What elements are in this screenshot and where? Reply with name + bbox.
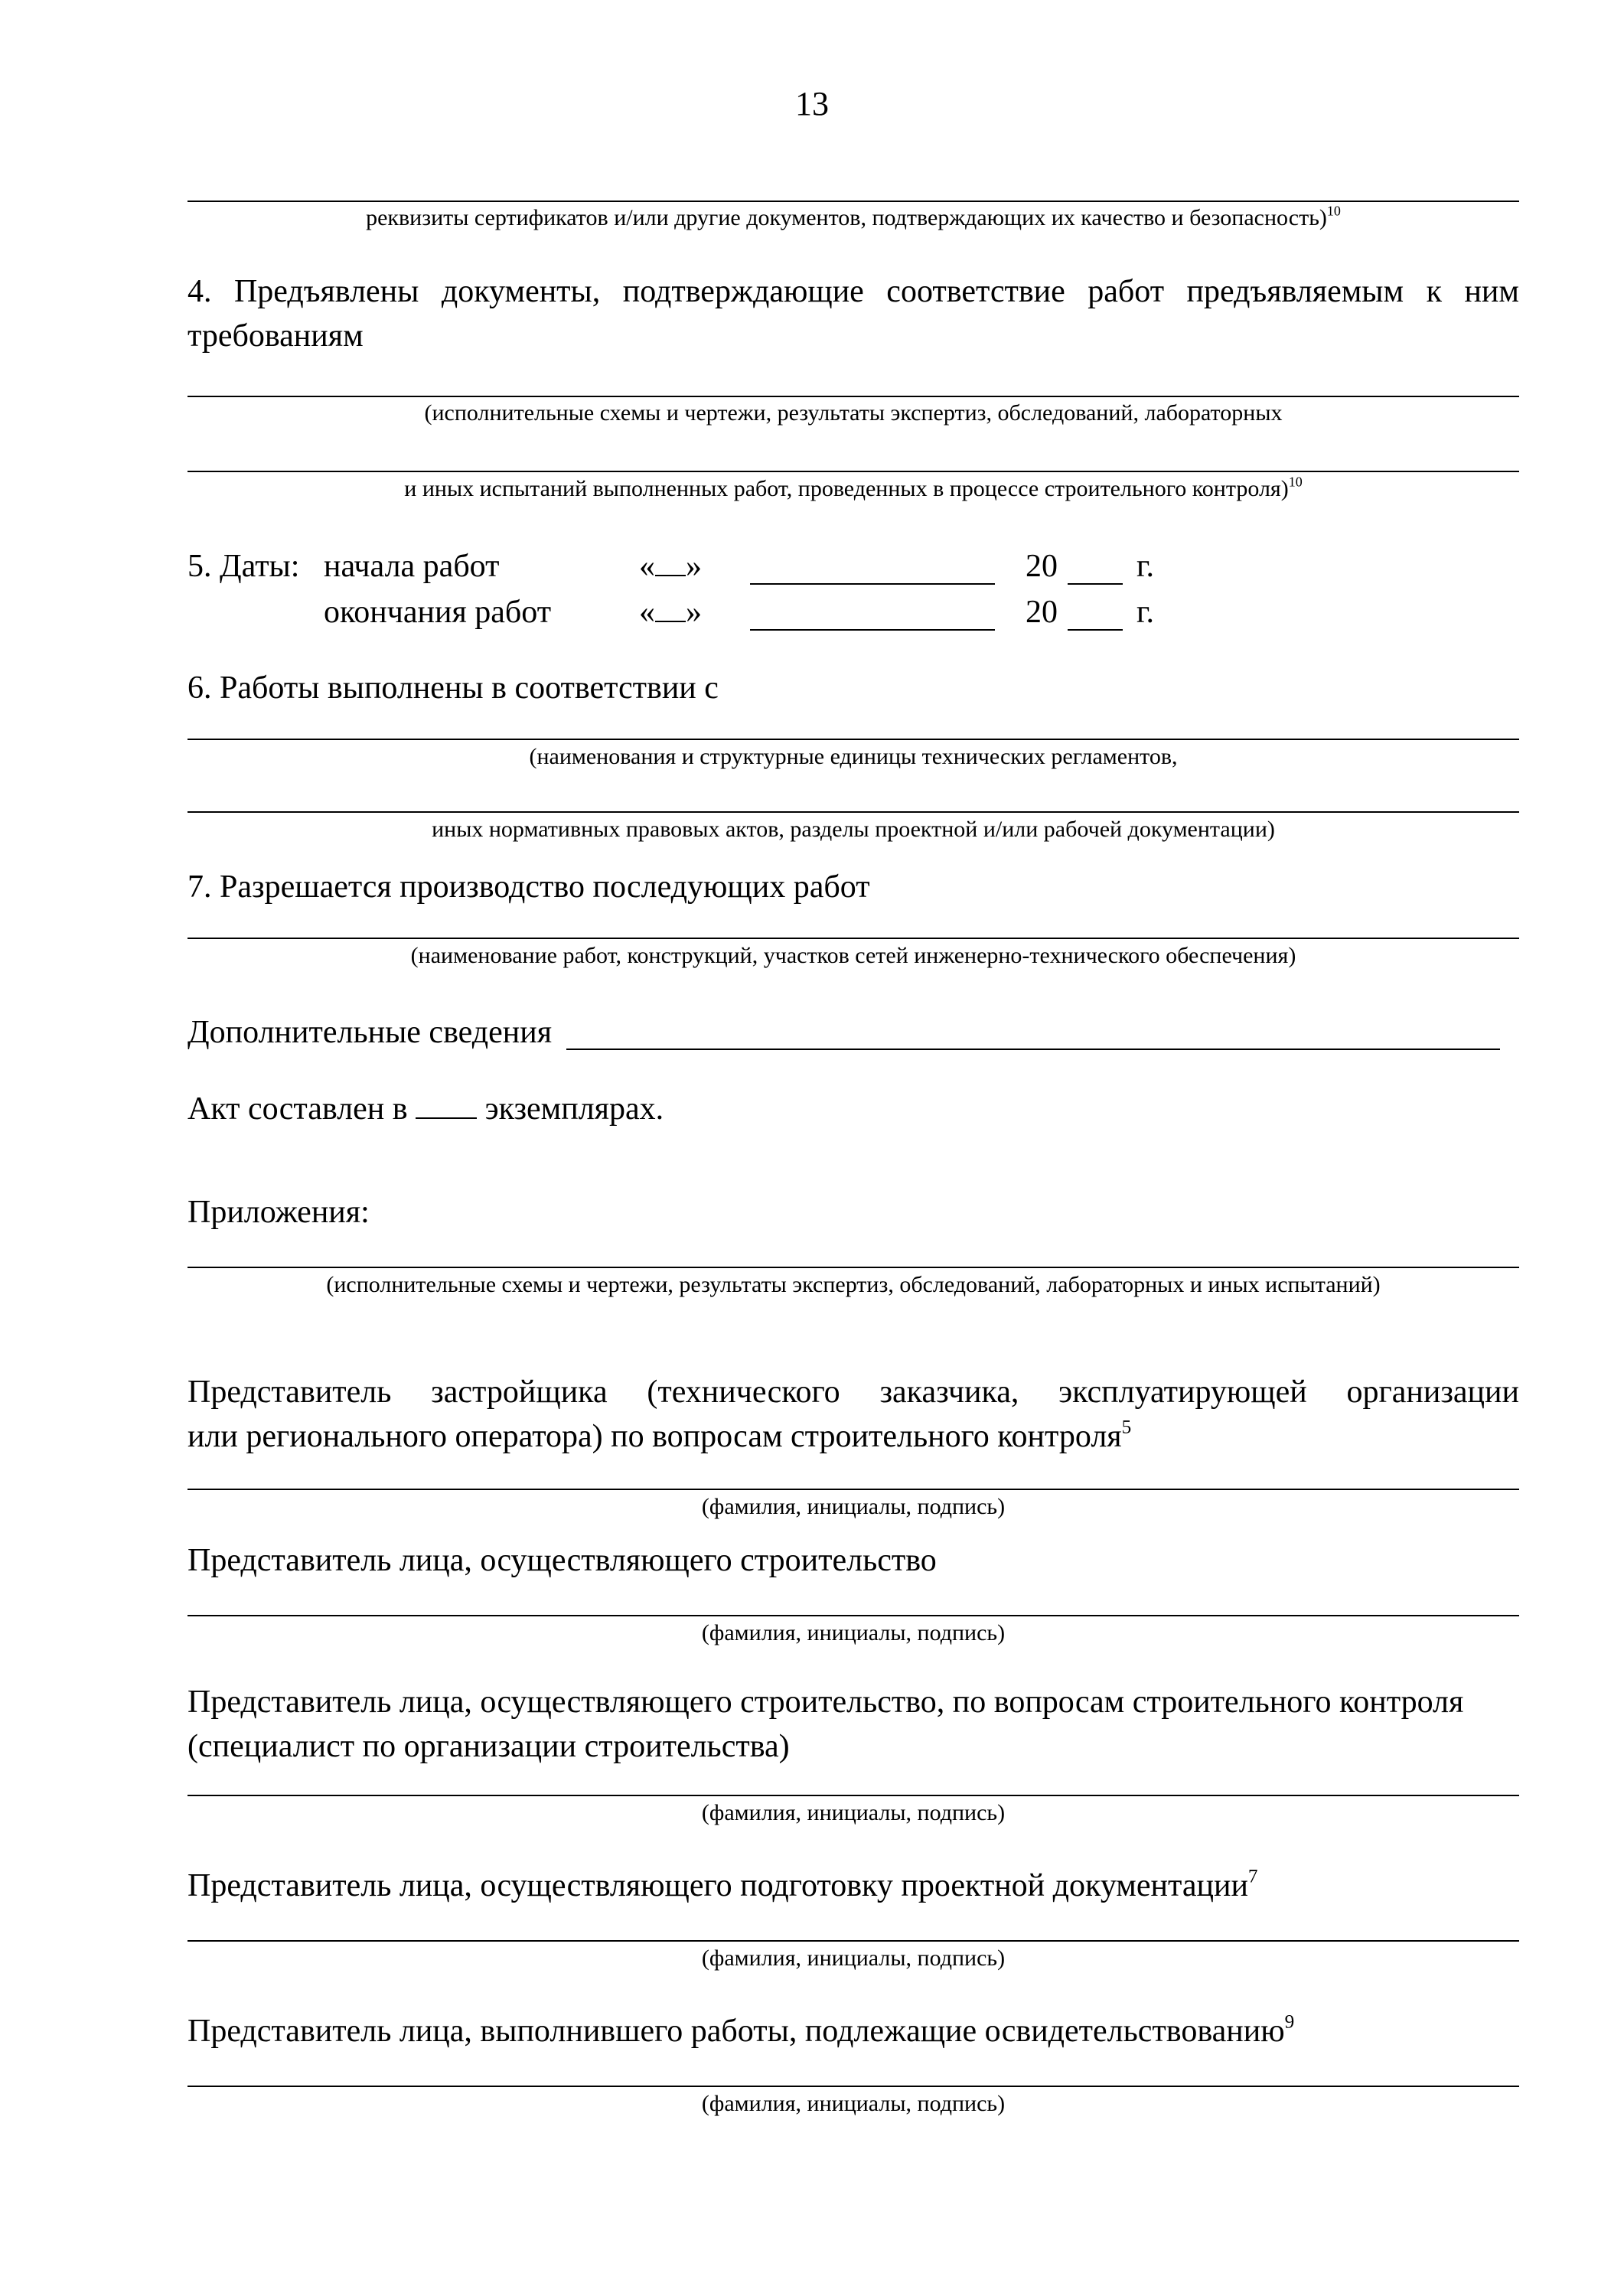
designer-signature-line[interactable]	[188, 1940, 1519, 1942]
builder-control-signature-line[interactable]	[188, 1795, 1519, 1796]
item6-caption1: (наименования и структурные единицы технических регламентов,	[529, 744, 1178, 769]
start-year-field[interactable]	[1068, 583, 1123, 585]
developer-signature-caption: (фамилия, инициалы, подпись)	[701, 1494, 1006, 1519]
item6-field-line1[interactable]	[188, 739, 1519, 740]
developer-rep-line2: или регионального оператора) по вопросам строительного контроля$^5$	[188, 1417, 1132, 1454]
start-month-field[interactable]	[750, 583, 995, 585]
additional-info-field[interactable]	[566, 1049, 1500, 1050]
end-year-prefix: 20	[1026, 595, 1058, 630]
start-year-prefix: 20	[1026, 549, 1058, 584]
item6-field-line2[interactable]	[188, 811, 1519, 813]
page-number: 13	[795, 85, 829, 122]
builder-control-signature-caption: (фамилия, инициалы, подпись)	[701, 1800, 1006, 1825]
item7-field-line[interactable]	[188, 938, 1519, 939]
builder-rep-text: Представитель лица, осуществляющего строительство	[188, 1543, 937, 1578]
performer-signature-line[interactable]	[188, 2086, 1519, 2087]
builder-control-rep-line2: (специалист по организации строительства)	[188, 1729, 790, 1764]
designer-rep-text: Представитель лица, осуществляющего подготовку проектной документации$^7$	[188, 1866, 1258, 1903]
builder-signature-caption: (фамилия, инициалы, подпись)	[701, 1620, 1006, 1645]
end-month-field[interactable]	[750, 629, 995, 631]
builder-signature-line[interactable]	[188, 1615, 1519, 1616]
certificates-field-line[interactable]	[188, 201, 1519, 202]
attachments-field-line[interactable]	[188, 1267, 1519, 1268]
end-year-suffix: г.	[1136, 595, 1154, 630]
dates-label: 5. Даты:	[188, 549, 300, 584]
builder-control-rep-line1: Представитель лица, осуществляющего строительство, по вопросам строительного контроля	[188, 1684, 1464, 1720]
end-date-row	[188, 589, 1259, 635]
start-date-row	[188, 543, 1259, 589]
developer-rep-line1: Представитель застройщика (технического заказчика, эксплуатирующей организации	[188, 1375, 1519, 1410]
item4-field-line2[interactable]	[188, 471, 1519, 472]
item6-text: 6. Работы выполнены в соответствии с	[188, 670, 719, 706]
item7-caption: (наименование работ, конструкций, участков сетей инженерно-технического обеспечения)	[410, 943, 1296, 968]
start-date-label: начала работ	[324, 549, 500, 584]
start-year-suffix: г.	[1136, 549, 1154, 584]
item4-caption2: и иных испытаний выполненных работ, проведенных в процессе строительного контроля)$^{10}$	[404, 474, 1303, 501]
copies-after-text: экземплярах.	[484, 1091, 664, 1127]
item4-text-line1: 4. Предъявлены документы, подтверждающие соответствие работ предъявляемым к ним	[188, 274, 1519, 309]
copies-before-text: Акт составлен в	[188, 1091, 408, 1127]
item4-text-line2: требованиям	[188, 318, 364, 354]
designer-signature-caption: (фамилия, инициалы, подпись)	[701, 1945, 1006, 1971]
item4-field-line1[interactable]	[188, 396, 1519, 397]
copies-count-field[interactable]	[416, 1117, 477, 1119]
developer-signature-line[interactable]	[188, 1489, 1519, 1490]
item5-dates	[188, 543, 1259, 635]
performer-signature-caption: (фамилия, инициалы, подпись)	[701, 2091, 1006, 2116]
attachments-label: Приложения:	[188, 1195, 370, 1230]
item7-text: 7. Разрешается производство последующих работ	[188, 869, 870, 905]
attachments-caption: (исполнительные схемы и чертежи, результаты экспертиз, обследований, лабораторных и иных испытаний)	[326, 1272, 1381, 1297]
certificates-caption: реквизиты сертификатов и/или другие документов, подтверждающих их качество и безопасность)$^{10}$	[366, 203, 1341, 230]
end-year-field[interactable]	[1068, 629, 1123, 631]
additional-info-label: Дополнительные сведения	[188, 1015, 553, 1050]
item4-caption1: (исполнительные схемы и чертежи, результаты экспертиз, обследований, лабораторных	[424, 400, 1283, 426]
start-day-field[interactable]: « »	[639, 549, 702, 584]
performer-rep-text: Представитель лица, выполнившего работы, подлежащие освидетельствованию$^9$	[188, 2011, 1295, 2049]
copies-line	[188, 1087, 664, 1131]
end-date-label: окончания работ	[324, 595, 552, 630]
item6-caption2: иных нормативных правовых актов, разделы проектной и/или рабочей документации)	[432, 817, 1275, 842]
end-day-field[interactable]: « »	[639, 595, 702, 630]
